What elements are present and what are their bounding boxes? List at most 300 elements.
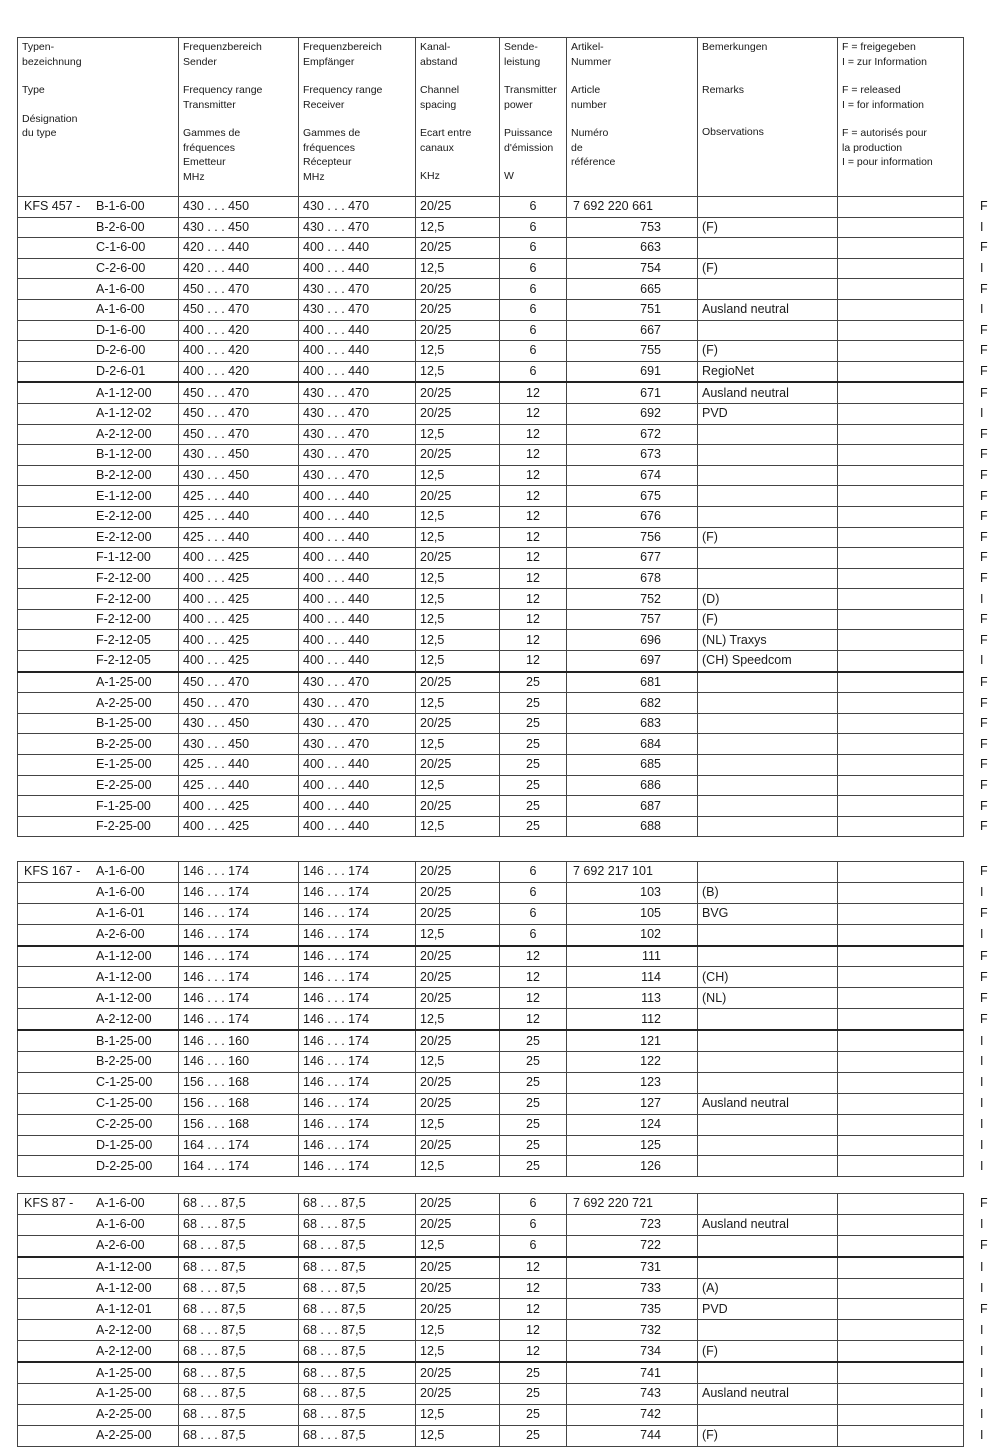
status-flag-cell: I xyxy=(838,1030,964,1051)
power-cell: 6 xyxy=(500,361,567,382)
remarks-cell: Ausland neutral xyxy=(698,1093,838,1114)
status-flag-cell: I xyxy=(838,1384,964,1405)
table-row xyxy=(18,527,964,548)
header-line: Ecart entre xyxy=(420,127,472,139)
type-code: F-2-25-00 xyxy=(96,819,151,834)
article-number-cell: 732 xyxy=(567,1320,698,1341)
tx-range-cell: 400 . . . 425 xyxy=(179,651,299,672)
status-flag-cell: F xyxy=(838,382,964,403)
spacing-cell: 12,5 xyxy=(416,341,500,362)
type-code: A-1-25-00 xyxy=(96,674,152,689)
type-code: B-1-25-00 xyxy=(96,1033,152,1048)
tx-range-cell: 146 . . . 174 xyxy=(179,903,299,924)
type-cell xyxy=(18,1214,179,1235)
status-flag-cell: F xyxy=(838,197,964,218)
power-cell: 25 xyxy=(500,816,567,837)
type-code: C-1-25-00 xyxy=(96,1096,153,1111)
tx-range-cell: 430 . . . 450 xyxy=(179,713,299,734)
remarks-cell: (F) xyxy=(698,217,838,238)
tx-range-cell: 425 . . . 440 xyxy=(179,486,299,507)
type-cell xyxy=(18,568,179,589)
remarks-cell xyxy=(698,506,838,527)
remarks-cell: (NL) xyxy=(698,988,838,1009)
remarks-cell xyxy=(698,1257,838,1278)
table-row xyxy=(18,988,964,1009)
tx-range-cell: 430 . . . 450 xyxy=(179,445,299,466)
power-cell: 25 xyxy=(500,672,567,693)
type-code: F-2-12-05 xyxy=(96,632,151,647)
type-code: C-1-25-00 xyxy=(96,1075,153,1090)
power-cell: 6 xyxy=(500,197,567,218)
spacing-cell: 12,5 xyxy=(416,609,500,630)
remarks-cell xyxy=(698,1135,838,1156)
power-cell: 6 xyxy=(500,217,567,238)
type-code: A-2-12-00 xyxy=(96,426,152,441)
type-code: A-2-6-00 xyxy=(96,1238,145,1253)
power-cell: 25 xyxy=(500,734,567,755)
status-flag-cell: I xyxy=(838,1320,964,1341)
remarks-cell xyxy=(698,465,838,486)
type-code: A-2-25-00 xyxy=(96,1428,152,1443)
power-cell: 25 xyxy=(500,1362,567,1383)
type-code: A-1-6-00 xyxy=(96,302,145,317)
header-line: Désignation xyxy=(22,112,78,125)
power-cell: 6 xyxy=(500,238,567,259)
header-line xyxy=(702,97,833,111)
header-line: Transmitter xyxy=(504,84,557,96)
power-cell: 12 xyxy=(500,609,567,630)
header-line xyxy=(183,112,294,126)
header-line: abstand xyxy=(420,55,458,68)
remarks-cell xyxy=(698,775,838,796)
table-row xyxy=(18,734,964,755)
remarks-cell xyxy=(698,734,838,755)
table-row xyxy=(18,258,964,279)
spacing-cell: 20/25 xyxy=(416,238,500,259)
header-line xyxy=(22,98,174,112)
article-number-cell: 731 xyxy=(567,1257,698,1278)
status-flag-cell: F xyxy=(838,527,964,548)
status-flag-cell: F xyxy=(838,341,964,362)
type-code: A-1-12-00 xyxy=(96,1281,152,1295)
status-flag-cell: F xyxy=(838,506,964,527)
remarks-cell xyxy=(698,486,838,507)
type-cell xyxy=(18,651,179,672)
rx-range-cell: 68 . . . 87,5 xyxy=(299,1384,416,1405)
table-row xyxy=(18,1404,964,1425)
header-line: leistung xyxy=(504,55,541,68)
header-line: Remarks xyxy=(702,83,745,96)
article-number-cell: 114 xyxy=(567,967,698,988)
remarks-cell: (B) xyxy=(698,882,838,903)
rx-range-cell: 430 . . . 470 xyxy=(299,424,416,445)
type-cell xyxy=(18,506,179,527)
remarks-cell xyxy=(698,713,838,734)
type-cell xyxy=(18,796,179,817)
tx-range-cell: 400 . . . 425 xyxy=(179,816,299,837)
type-code: A-1-25-00 xyxy=(96,1365,152,1380)
remarks-cell xyxy=(698,568,838,589)
spacing-cell: 12,5 xyxy=(416,1052,500,1073)
remarks-cell: (D) xyxy=(698,589,838,610)
type-code: E-1-25-00 xyxy=(96,757,152,772)
remarks-cell xyxy=(698,755,838,776)
power-cell: 6 xyxy=(500,320,567,341)
table-row xyxy=(18,197,964,218)
table-row xyxy=(18,1052,964,1073)
spacing-cell: 12,5 xyxy=(416,1235,500,1256)
remarks-cell: (F) xyxy=(698,258,838,279)
type-cell xyxy=(18,486,179,507)
table-row xyxy=(18,775,964,796)
remarks-cell xyxy=(698,693,838,714)
kfs-87-table xyxy=(17,1193,988,1447)
type-cell xyxy=(18,988,179,1009)
type-code: C-2-25-00 xyxy=(96,1117,153,1132)
tx-range-cell: 146 . . . 160 xyxy=(179,1030,299,1051)
article-number-cell: 691 xyxy=(567,361,698,382)
spacing-cell: 20/25 xyxy=(416,862,500,883)
header-line: référence xyxy=(571,156,616,168)
article-number-cell: 757 xyxy=(567,609,698,630)
article-number-cell: 102 xyxy=(567,924,698,945)
type-cell xyxy=(18,862,179,883)
remarks-cell: (CH) xyxy=(698,967,838,988)
tx-range-cell: 156 . . . 168 xyxy=(179,1072,299,1093)
status-flag-cell: I xyxy=(838,1114,964,1135)
remarks-cell xyxy=(698,1052,838,1073)
table-row xyxy=(18,862,964,883)
header-line: Gammes de xyxy=(303,127,361,139)
rx-range-cell: 68 . . . 87,5 xyxy=(299,1235,416,1256)
header-line xyxy=(504,69,562,83)
power-cell: 12 xyxy=(500,589,567,610)
table-row xyxy=(18,1214,964,1235)
spacing-cell: 20/25 xyxy=(416,1030,500,1051)
article-number-cell: 676 xyxy=(567,506,698,527)
tx-range-cell: 430 . . . 450 xyxy=(179,217,299,238)
status-flag-cell: F xyxy=(838,1194,964,1215)
spacing-cell: 20/25 xyxy=(416,1214,500,1235)
status-flag-cell: I xyxy=(838,1278,964,1299)
tx-range-cell: 430 . . . 450 xyxy=(179,734,299,755)
tx-range-cell: 400 . . . 420 xyxy=(179,320,299,341)
power-cell: 12 xyxy=(500,1009,567,1030)
rx-range-cell: 400 . . . 440 xyxy=(299,755,416,776)
power-cell: 6 xyxy=(500,258,567,279)
type-code: A-1-25-00 xyxy=(96,1386,152,1401)
header-line: I = pour information xyxy=(842,156,933,168)
rx-range-cell: 146 . . . 174 xyxy=(299,1052,416,1073)
type-cell xyxy=(18,1135,179,1156)
rx-range-cell: 400 . . . 440 xyxy=(299,630,416,651)
status-flag-cell: I xyxy=(838,651,964,672)
table-row xyxy=(18,967,964,988)
status-flag-cell: F xyxy=(838,967,964,988)
spacing-cell: 20/25 xyxy=(416,1278,500,1299)
type-cell xyxy=(18,382,179,403)
power-cell: 25 xyxy=(500,1072,567,1093)
spacing-cell: 12,5 xyxy=(416,924,500,945)
rx-range-cell: 68 . . . 87,5 xyxy=(299,1278,416,1299)
remarks-cell: Ausland neutral xyxy=(698,1384,838,1405)
header-line: Channel xyxy=(420,84,460,96)
type-cell xyxy=(18,238,179,259)
article-number-cell: 112 xyxy=(567,1009,698,1030)
tx-range-cell: 68 . . . 87,5 xyxy=(179,1384,299,1405)
table-row xyxy=(18,589,964,610)
type-code: F-1-12-00 xyxy=(96,550,151,565)
tx-range-cell: 400 . . . 425 xyxy=(179,609,299,630)
power-cell: 25 xyxy=(500,1030,567,1051)
rx-range-cell: 146 . . . 174 xyxy=(299,967,416,988)
tx-range-cell: 425 . . . 440 xyxy=(179,755,299,776)
rx-range-cell: 430 . . . 470 xyxy=(299,403,416,424)
tx-range-cell: 400 . . . 425 xyxy=(179,796,299,817)
remarks-cell: RegioNet xyxy=(698,361,838,382)
article-number-cell: 113 xyxy=(567,988,698,1009)
rx-range-cell: 400 . . . 440 xyxy=(299,361,416,382)
kfs-87-rows xyxy=(18,1194,988,1447)
rx-range-cell: 68 . . . 87,5 xyxy=(299,1341,416,1362)
type-cell xyxy=(18,755,179,776)
header-line xyxy=(420,69,495,83)
power-cell: 12 xyxy=(500,1341,567,1362)
status-flag-cell: I xyxy=(838,1214,964,1235)
status-flag-cell: F xyxy=(838,279,964,300)
type-cell xyxy=(18,609,179,630)
tx-range-cell: 146 . . . 174 xyxy=(179,988,299,1009)
article-number-cell: 686 xyxy=(567,775,698,796)
table-row xyxy=(18,1425,964,1446)
table-row xyxy=(18,713,964,734)
tx-range-cell: 450 . . . 470 xyxy=(179,299,299,320)
power-cell: 6 xyxy=(500,924,567,945)
rx-range-cell: 430 . . . 470 xyxy=(299,465,416,486)
type-cell xyxy=(18,693,179,714)
power-cell: 25 xyxy=(500,796,567,817)
type-cell xyxy=(18,299,179,320)
spacing-cell: 12,5 xyxy=(416,630,500,651)
article-number-cell: 127 xyxy=(567,1093,698,1114)
rx-range-cell: 400 . . . 440 xyxy=(299,609,416,630)
type-code: A-1-12-00 xyxy=(96,385,152,400)
status-flag-cell: F xyxy=(838,1235,964,1256)
type-cell xyxy=(18,1384,179,1405)
status-flag-cell: F xyxy=(838,862,964,883)
remarks-cell: PVD xyxy=(698,1299,838,1320)
status-flag-cell: I xyxy=(838,589,964,610)
rx-range-cell: 400 . . . 440 xyxy=(299,320,416,341)
power-cell: 12 xyxy=(500,1257,567,1278)
remarks-cell: Ausland neutral xyxy=(698,1214,838,1235)
tx-range-cell: 425 . . . 440 xyxy=(179,527,299,548)
article-number-cell: 671 xyxy=(567,382,698,403)
status-flag-cell: I xyxy=(838,258,964,279)
power-cell: 12 xyxy=(500,568,567,589)
spacing-cell: 12,5 xyxy=(416,506,500,527)
remarks-cell xyxy=(698,1235,838,1256)
rx-range-cell: 68 . . . 87,5 xyxy=(299,1257,416,1278)
type-code: A-1-12-01 xyxy=(96,1301,152,1316)
status-flag-cell: F xyxy=(838,755,964,776)
article-number-cell: 723 xyxy=(567,1214,698,1235)
article-number-cell: 752 xyxy=(567,589,698,610)
rx-range-cell: 146 . . . 174 xyxy=(299,903,416,924)
rx-range-cell: 400 . . . 440 xyxy=(299,775,416,796)
spacing-cell: 12,5 xyxy=(416,1320,500,1341)
type-cell xyxy=(18,320,179,341)
type-cell xyxy=(18,1052,179,1073)
tx-range-cell: 68 . . . 87,5 xyxy=(179,1425,299,1446)
series-prefix: KFS 457 - xyxy=(24,199,81,214)
header-line: F = freigegeben xyxy=(842,41,916,53)
rx-range-cell: 430 . . . 470 xyxy=(299,693,416,714)
rx-range-cell: 430 . . . 470 xyxy=(299,734,416,755)
type-cell xyxy=(18,967,179,988)
tx-range-cell: 400 . . . 425 xyxy=(179,548,299,569)
remarks-cell xyxy=(698,424,838,445)
type-code: F-2-12-00 xyxy=(96,612,151,627)
spacing-cell: 12,5 xyxy=(416,693,500,714)
type-cell xyxy=(18,445,179,466)
spacing-cell: 20/25 xyxy=(416,882,500,903)
rx-range-cell: 430 . . . 470 xyxy=(299,299,416,320)
header-line: Puissance xyxy=(504,127,553,139)
header-line: de xyxy=(571,141,583,154)
tx-range-cell: 156 . . . 168 xyxy=(179,1114,299,1135)
power-cell: 12 xyxy=(500,1320,567,1341)
type-code: A-1-12-00 xyxy=(96,990,152,1005)
header-line: I = zur Information xyxy=(842,55,927,68)
type-cell xyxy=(18,1093,179,1114)
header-line: F = released xyxy=(842,84,901,96)
header-line xyxy=(571,112,693,126)
remarks-cell: Ausland neutral xyxy=(698,382,838,403)
status-flag-cell: F xyxy=(838,1009,964,1030)
article-number-cell: 121 xyxy=(567,1030,698,1051)
remarks-cell xyxy=(698,1114,838,1135)
power-cell: 12 xyxy=(500,403,567,424)
header-line xyxy=(702,55,833,69)
header-line: fréquences xyxy=(183,141,235,154)
header-line xyxy=(303,69,411,83)
rx-range-cell: 68 . . . 87,5 xyxy=(299,1404,416,1425)
header-line: Frequenzbereich xyxy=(303,41,382,53)
type-code: A-1-6-00 xyxy=(96,885,145,900)
type-code: A-1-12-00 xyxy=(96,969,152,984)
kfs-457-table xyxy=(17,37,988,837)
rx-range-cell: 146 . . . 174 xyxy=(299,1135,416,1156)
table-row xyxy=(18,1341,964,1362)
header-line: Frequency range xyxy=(183,84,263,96)
header-line xyxy=(420,155,495,169)
header-flag xyxy=(838,38,964,197)
article-number-cell: 685 xyxy=(567,755,698,776)
header-line xyxy=(504,155,562,169)
type-code: F-2-12-05 xyxy=(96,653,151,668)
spacing-cell: 12,5 xyxy=(416,258,500,279)
power-cell: 12 xyxy=(500,465,567,486)
type-code: A-1-12-00 xyxy=(96,949,152,963)
remarks-cell xyxy=(698,238,838,259)
table-row xyxy=(18,630,964,651)
table-row xyxy=(18,796,964,817)
type-cell xyxy=(18,903,179,924)
remarks-cell xyxy=(698,1072,838,1093)
spacing-cell: 20/25 xyxy=(416,445,500,466)
power-cell: 12 xyxy=(500,946,567,967)
status-flag-cell: F xyxy=(838,548,964,569)
header-line: Empfänger xyxy=(303,55,355,68)
table-row xyxy=(18,693,964,714)
table-row xyxy=(18,506,964,527)
type-cell xyxy=(18,258,179,279)
power-cell: 25 xyxy=(500,755,567,776)
type-code: B-1-6-00 xyxy=(96,199,145,214)
table-row xyxy=(18,609,964,630)
article-number-cell: 7 692 220 721 xyxy=(567,1194,698,1215)
spacing-cell: 20/25 xyxy=(416,279,500,300)
rx-range-cell: 430 . . . 470 xyxy=(299,279,416,300)
type-code: A-2-12-00 xyxy=(96,1343,152,1358)
rx-range-cell: 400 . . . 440 xyxy=(299,238,416,259)
status-flag-cell: I xyxy=(838,1257,964,1278)
status-flag-cell: F xyxy=(838,609,964,630)
type-code: B-2-25-00 xyxy=(96,1054,152,1069)
type-code: E-2-25-00 xyxy=(96,777,152,792)
power-cell: 12 xyxy=(500,548,567,569)
remarks-cell xyxy=(698,445,838,466)
table-row xyxy=(18,548,964,569)
spacing-cell: 12,5 xyxy=(416,1114,500,1135)
article-number-cell: 684 xyxy=(567,734,698,755)
article-number-cell: 683 xyxy=(567,713,698,734)
tx-range-cell: 450 . . . 470 xyxy=(179,693,299,714)
remarks-cell xyxy=(698,862,838,883)
article-number-cell: 123 xyxy=(567,1072,698,1093)
type-code: E-2-12-00 xyxy=(96,529,152,544)
type-code: E-2-12-00 xyxy=(96,509,152,524)
status-flag-cell: F xyxy=(838,775,964,796)
table-row xyxy=(18,1194,964,1215)
status-flag-cell: F xyxy=(838,988,964,1009)
remarks-cell xyxy=(698,197,838,218)
spacing-cell: 12,5 xyxy=(416,1009,500,1030)
status-flag-cell: F xyxy=(838,424,964,445)
series-prefix: KFS 87 - xyxy=(24,1196,74,1211)
power-cell: 6 xyxy=(500,862,567,883)
header-line: spacing xyxy=(420,98,457,111)
rx-range-cell: 400 . . . 440 xyxy=(299,651,416,672)
tx-range-cell: 68 . . . 87,5 xyxy=(179,1214,299,1235)
remarks-cell: (F) xyxy=(698,341,838,362)
rx-range-cell: 430 . . . 470 xyxy=(299,217,416,238)
type-cell xyxy=(18,1235,179,1256)
spacing-cell: 20/25 xyxy=(416,1135,500,1156)
remarks-cell: (F) xyxy=(698,527,838,548)
table-row xyxy=(18,1135,964,1156)
rx-range-cell: 146 . . . 174 xyxy=(299,1009,416,1030)
type-code: D-1-25-00 xyxy=(96,1138,153,1153)
spacing-cell: 20/25 xyxy=(416,967,500,988)
article-number-cell: 7 692 220 661 xyxy=(567,197,698,218)
header-line: Receiver xyxy=(303,98,345,111)
type-cell xyxy=(18,1341,179,1362)
status-flag-cell: I xyxy=(838,1404,964,1425)
table-row xyxy=(18,1030,964,1051)
power-cell: 25 xyxy=(500,1052,567,1073)
